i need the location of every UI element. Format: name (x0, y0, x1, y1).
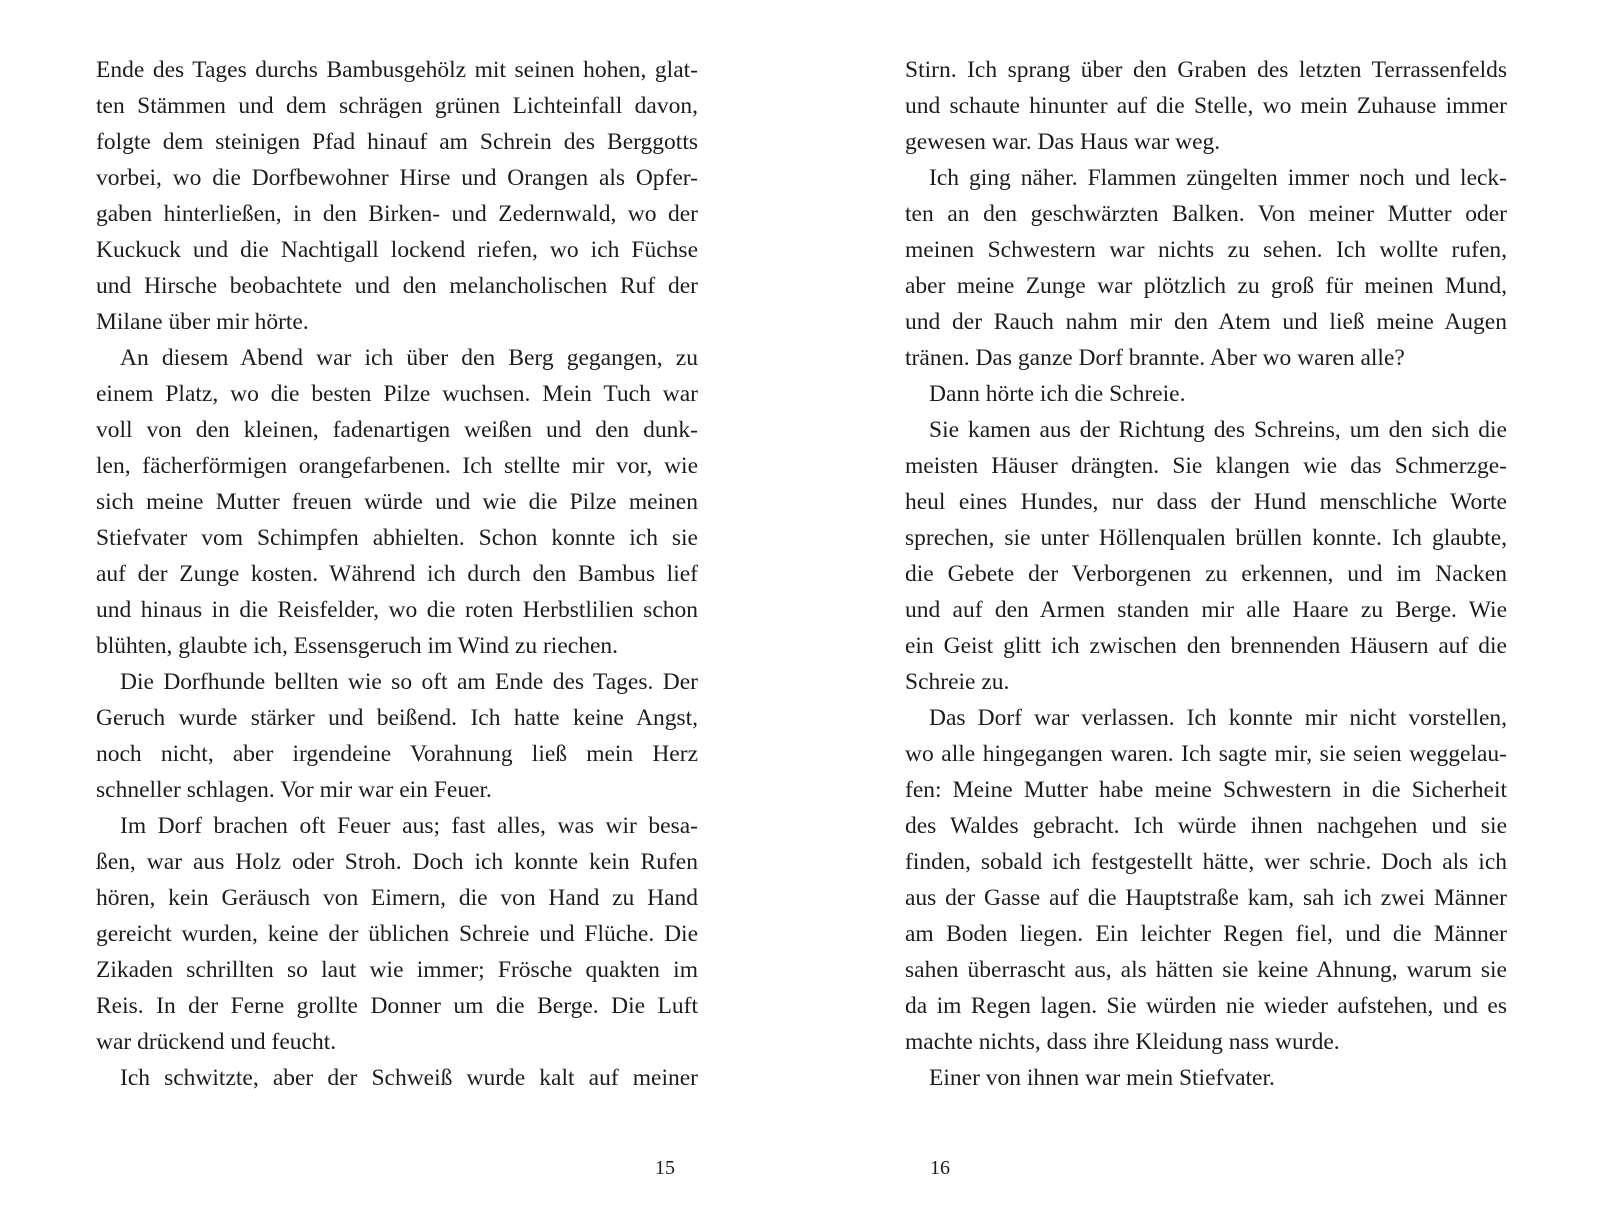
text-line: Stirn. Ich sprang über den Graben des letzten Terrassenfelds (905, 57, 1507, 83)
text-line: heul eines Hundes, nur dass der Hund menschliche Worte (905, 489, 1507, 515)
text-line: schneller schlagen. Vor mir war ein Feuer. (96, 777, 492, 803)
text-line: vorbei, wo die Dorfbewohner Hirse und Orangen als Opfer- (96, 165, 698, 191)
text-line: auf der Zunge kosten. Während ich durch den Bambus lief (96, 561, 698, 587)
text-line: sich meine Mutter freuen würde und wie die Pilze meinen (96, 489, 698, 515)
text-line: Einer von ihnen war mein Stiefvater. (929, 1065, 1275, 1091)
text-line: und auf den Armen standen mir alle Haare zu Berge. Wie (905, 597, 1507, 623)
text-line: einem Platz, wo die besten Pilze wuchsen. Mein Tuch war (96, 381, 698, 407)
text-line: folgte dem steinigen Pfad hinauf am Schrein des Berggotts (96, 129, 698, 155)
text-line: Im Dorf brachen oft Feuer aus; fast alles, was wir besa- (120, 813, 698, 839)
text-line: des Waldes gebracht. Ich würde ihnen nachgehen und sie (905, 813, 1507, 839)
text-line: Stiefvater vom Schimpfen abhielten. Schon konnte ich sie (96, 525, 698, 551)
text-line: Dann hörte ich die Schreie. (929, 381, 1186, 407)
text-line: am Boden liegen. Ein leichter Regen fiel, und die Männer (905, 921, 1507, 947)
text-line: aus der Gasse auf die Hauptstraße kam, sah ich zwei Männer (905, 885, 1507, 911)
text-line: sprechen, sie unter Höllenqualen brüllen konnte. Ich glaubte, (905, 525, 1507, 551)
text-line: Ende des Tages durchs Bambusgehölz mit seinen hohen, glat- (96, 57, 698, 83)
text-line: die Gebete der Verborgenen zu erkennen, und im Nacken (905, 561, 1507, 587)
text-line: noch nicht, aber irgendeine Vorahnung ließ mein Herz (96, 741, 698, 767)
text-line: ten an den geschwärzten Balken. Von meiner Mutter oder (905, 201, 1507, 227)
text-line: voll von den kleinen, fadenartigen weißen und den dunk- (96, 417, 698, 443)
text-line: Kuckuck und die Nachtigall lockend riefen, wo ich Füchse (96, 237, 698, 263)
text-line: Geruch wurde stärker und beißend. Ich hatte keine Angst, (96, 705, 698, 731)
text-line: hören, kein Geräusch von Eimern, die von Hand zu Hand (96, 885, 698, 911)
text-line: ten Stämmen und dem schrägen grünen Lichteinfall davon, (96, 93, 698, 119)
text-line: sahen überrascht aus, als hätten sie keine Ahnung, warum sie (905, 957, 1507, 983)
text-line: An diesem Abend war ich über den Berg gegangen, zu (120, 345, 698, 371)
text-line: da im Regen lagen. Sie würden nie wieder aufstehen, und es (905, 993, 1507, 1019)
text-line: und der Rauch nahm mir den Atem und ließ meine Augen (905, 309, 1507, 335)
text-line: und hinaus in die Reisfelder, wo die roten Herbstlilien schon (96, 597, 698, 623)
text-line: blühten, glaubte ich, Essensgeruch im Wind zu riechen. (96, 633, 619, 659)
text-line: war drückend und feucht. (96, 1029, 337, 1055)
text-line: wo alle hingegangen waren. Ich sagte mir, sie seien weggelau- (905, 741, 1507, 767)
text-line: Schreie zu. (905, 669, 1010, 695)
text-line: fen: Meine Mutter habe meine Schwestern in die Sicherheit (905, 777, 1507, 803)
text-line: gaben hinterließen, in den Birken- und Zedernwald, wo der (96, 201, 698, 227)
left-page (96, 52, 698, 1096)
text-line: tränen. Das ganze Dorf brannte. Aber wo waren alle? (905, 345, 1405, 371)
text-line: und schaute hinunter auf die Stelle, wo mein Zuhause immer (905, 93, 1507, 119)
text-line: machte nichts, dass ihre Kleidung nass wurde. (905, 1029, 1340, 1055)
text-line: Das Dorf war verlassen. Ich konnte mir nicht vorstellen, (929, 705, 1507, 731)
text-line: Zikaden schrillten so laut wie immer; Frösche quakten im (96, 957, 698, 983)
text-line: meisten Häuser drängten. Sie klangen wie das Schmerzge- (905, 453, 1507, 479)
text-line: Milane über mir hörte. (96, 309, 309, 335)
right-page (905, 52, 1507, 1096)
text-line: gereicht wurden, keine der üblichen Schreie und Flüche. Die (96, 921, 698, 947)
text-line: und Hirsche beobachtete und den melancholischen Ruf der (96, 273, 698, 299)
text-line: ßen, war aus Holz oder Stroh. Doch ich konnte kein Rufen (96, 849, 698, 875)
text-line: len, fächerförmigen orangefarbenen. Ich stellte mir vor, wie (96, 453, 698, 479)
text-line: aber meine Zunge war plötzlich zu groß für meinen Mund, (905, 273, 1507, 299)
page-number-right: 16 (930, 1157, 950, 1179)
page-number-left: 15 (655, 1157, 675, 1179)
text-line: Sie kamen aus der Richtung des Schreins, um den sich die (929, 417, 1507, 443)
text-line: Ich schwitzte, aber der Schweiß wurde kalt auf meiner (120, 1065, 698, 1091)
text-line: gewesen war. Das Haus war weg. (905, 129, 1221, 155)
text-line: ein Geist glitt ich zwischen den brennenden Häusern auf die (905, 633, 1507, 659)
text-line: finden, sobald ich festgestellt hätte, wer schrie. Doch als ich (905, 849, 1507, 875)
text-line: Ich ging näher. Flammen züngelten immer noch und leck- (929, 165, 1507, 191)
text-line: Die Dorfhunde bellten wie so oft am Ende des Tages. Der (120, 669, 698, 695)
text-line: Reis. In der Ferne grollte Donner um die Berge. Die Luft (96, 993, 698, 1019)
text-line: meinen Schwestern war nichts zu sehen. Ich wollte rufen, (905, 237, 1507, 263)
